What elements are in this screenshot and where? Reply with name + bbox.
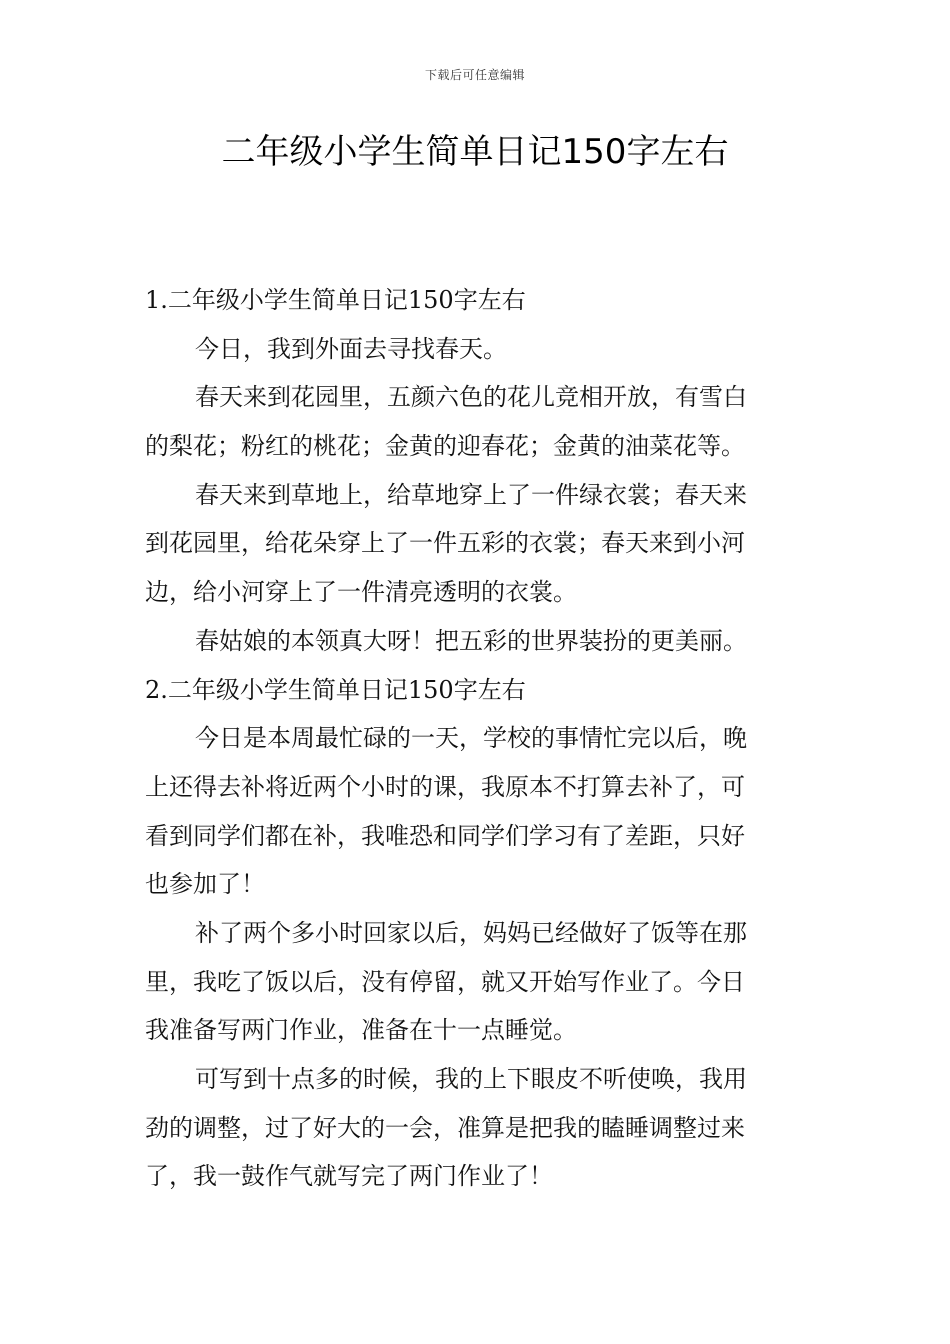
text-line: 今日，我到外面去寻找春天。	[195, 334, 507, 363]
document-title: 二年级小学生简单日记150字左右	[221, 132, 729, 172]
text-line: 到花园里，给花朵穿上了一件五彩的衣裳；春天来到小河	[145, 529, 745, 558]
text-line: 春姑娘的本领真大呀！把五彩的世界装扮的更美丽。	[195, 626, 747, 655]
text-line: 看到同学们都在补，我唯恐和同学们学习有了差距，只好	[145, 821, 745, 850]
text-line: 了，我一鼓作气就写完了两门作业了！	[145, 1162, 553, 1191]
text-line: 今日是本周最忙碌的一天，学校的事情忙完以后，晚	[195, 724, 747, 753]
text-line: 春天来到花园里，五颜六色的花儿竞相开放，有雪白	[195, 383, 747, 412]
section-heading: 2.二年级小学生简单日记150字左右	[145, 675, 526, 704]
section-heading: 1.二年级小学生简单日记150字左右	[145, 286, 526, 314]
text-line: 劲的调整，过了好大的一会，准算是把我的瞌睡调整过来	[145, 1113, 745, 1142]
text-line: 春天来到草地上，给草地穿上了一件绿衣裳；春天来	[195, 480, 747, 509]
text-line: 边，给小河穿上了一件清亮透明的衣裳。	[145, 578, 577, 607]
header-note: 下载后可任意编辑	[424, 68, 525, 82]
text-line: 补了两个多小时回家以后，妈妈已经做好了饭等在那	[195, 918, 747, 947]
text-line: 里，我吃了饭以后，没有停留，就又开始写作业了。今日	[145, 967, 745, 996]
document-body	[145, 276, 807, 1201]
text-line: 也参加了！	[145, 870, 265, 899]
text-line: 可写到十点多的时候，我的上下眼皮不听使唤，我用	[195, 1065, 747, 1093]
text-line: 的梨花；粉红的桃花；金黄的迎春花；金黄的油菜花等。	[145, 432, 745, 461]
text-line: 我准备写两门作业，准备在十一点睡觉。	[145, 1016, 577, 1045]
text-line: 上还得去补将近两个小时的课，我原本不打算去补了，可	[145, 772, 745, 801]
